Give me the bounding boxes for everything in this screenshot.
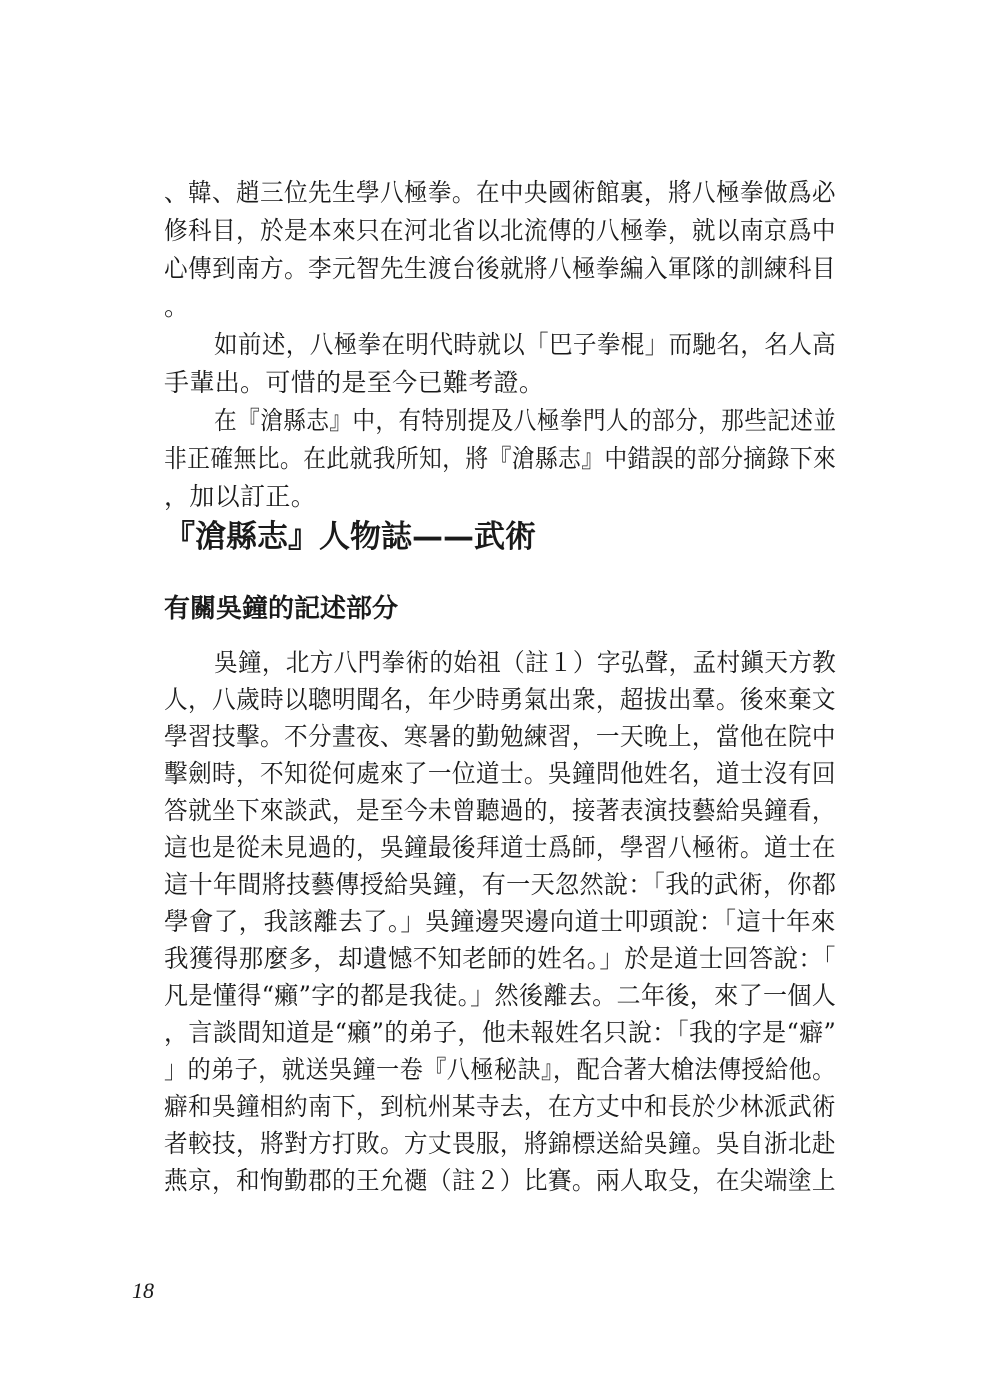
para4-line-5: 答就坐下來談武，是至今未曾聽過的，接著表演技藝給吳鐘看， (164, 796, 836, 825)
para3-line-3: ，加以訂正。 (164, 482, 317, 511)
para1-line-3: 心傳到南方。李元智先生渡台後就將八極拳編入軍隊的訓練科目 (164, 254, 836, 283)
para4-line-3: 學習技擊。不分晝夜、寒暑的勤勉練習，一天晚上，當他在院中 (164, 722, 836, 751)
para4-line-7: 這十年間將技藝傳授給吳鐘，有一天忽然說：「我的武術，你都 (164, 870, 837, 899)
para4-line-2: 人，八歲時以聰明聞名，年少時勇氣出衆，超拔出羣。後來棄文 (164, 685, 836, 714)
para2-line-1: 如前述，八極拳在明代時就以「巴子拳棍」而馳名，名人高 (214, 330, 837, 359)
para4-line-12: 」的弟子，就送吳鐘一卷『八極秘訣』，配合著大槍法傳授給他。 (164, 1055, 836, 1084)
para4-line-11: ，言談間知道是“癩”的弟子，他未報姓名只說：「我的字是“癖” (164, 1018, 837, 1047)
para2-line-2: 手輩出。可惜的是至今已難考證。 (164, 368, 545, 397)
page-number: 18 (132, 1278, 154, 1303)
para4-line-8: 學會了，我該離去了。」吳鐘邊哭邊向道士叩頭說：「這十年來 (164, 907, 836, 936)
para4-line-10: 凡是懂得“癩”字的都是我徒。」然後離去。二年後，來了一個人 (164, 981, 837, 1010)
para4-line-14: 者較技，將對方打敗。方丈畏服，將錦標送給吳鐘。吳自浙北赴 (164, 1129, 836, 1158)
para4-line-15: 燕京，和恂勤郡的王允禵（註２）比賽。兩人取殳，在尖端塗上 (164, 1166, 836, 1195)
subsection-heading: 有關吳鐘的記述部分 (164, 594, 399, 624)
para4-line-6: 這也是從未見過的，吳鐘最後拜道士爲師，學習八極術。道士在 (164, 833, 836, 862)
para3-line-1: 在『滄縣志』中，有特別提及八極拳門人的部分，那些記述並 (214, 406, 837, 435)
para3-line-2: 非正確無比。在此就我所知，將『滄縣志』中錯誤的部分摘錄下來 (164, 444, 837, 473)
para4-line-4: 擊劍時，不知從何處來了一位道士。吳鐘問他姓名，道士沒有回 (164, 759, 836, 788)
para4-line-1: 吳鐘，北方八門拳術的始祖（註１）字弘聲，孟村鎭天方教 (214, 648, 837, 677)
para1-line-1: 、韓、趙三位先生學八極拳。在中央國術館裏，將八極拳做爲必 (164, 178, 836, 207)
section-heading: 『滄縣志』人物誌——武術 (164, 519, 536, 555)
para1-line-4: 。 (164, 292, 190, 321)
para4-line-9: 我獲得那麼多，却遺憾不知老師的姓名。」於是道士回答說：「 (164, 944, 836, 973)
para4-line-13: 癖和吳鐘相約南下，到杭州某寺去，在方丈中和長於少林派武術 (164, 1092, 836, 1121)
para1-line-2: 修科目，於是本來只在河北省以北流傳的八極拳，就以南京爲中 (164, 216, 836, 245)
